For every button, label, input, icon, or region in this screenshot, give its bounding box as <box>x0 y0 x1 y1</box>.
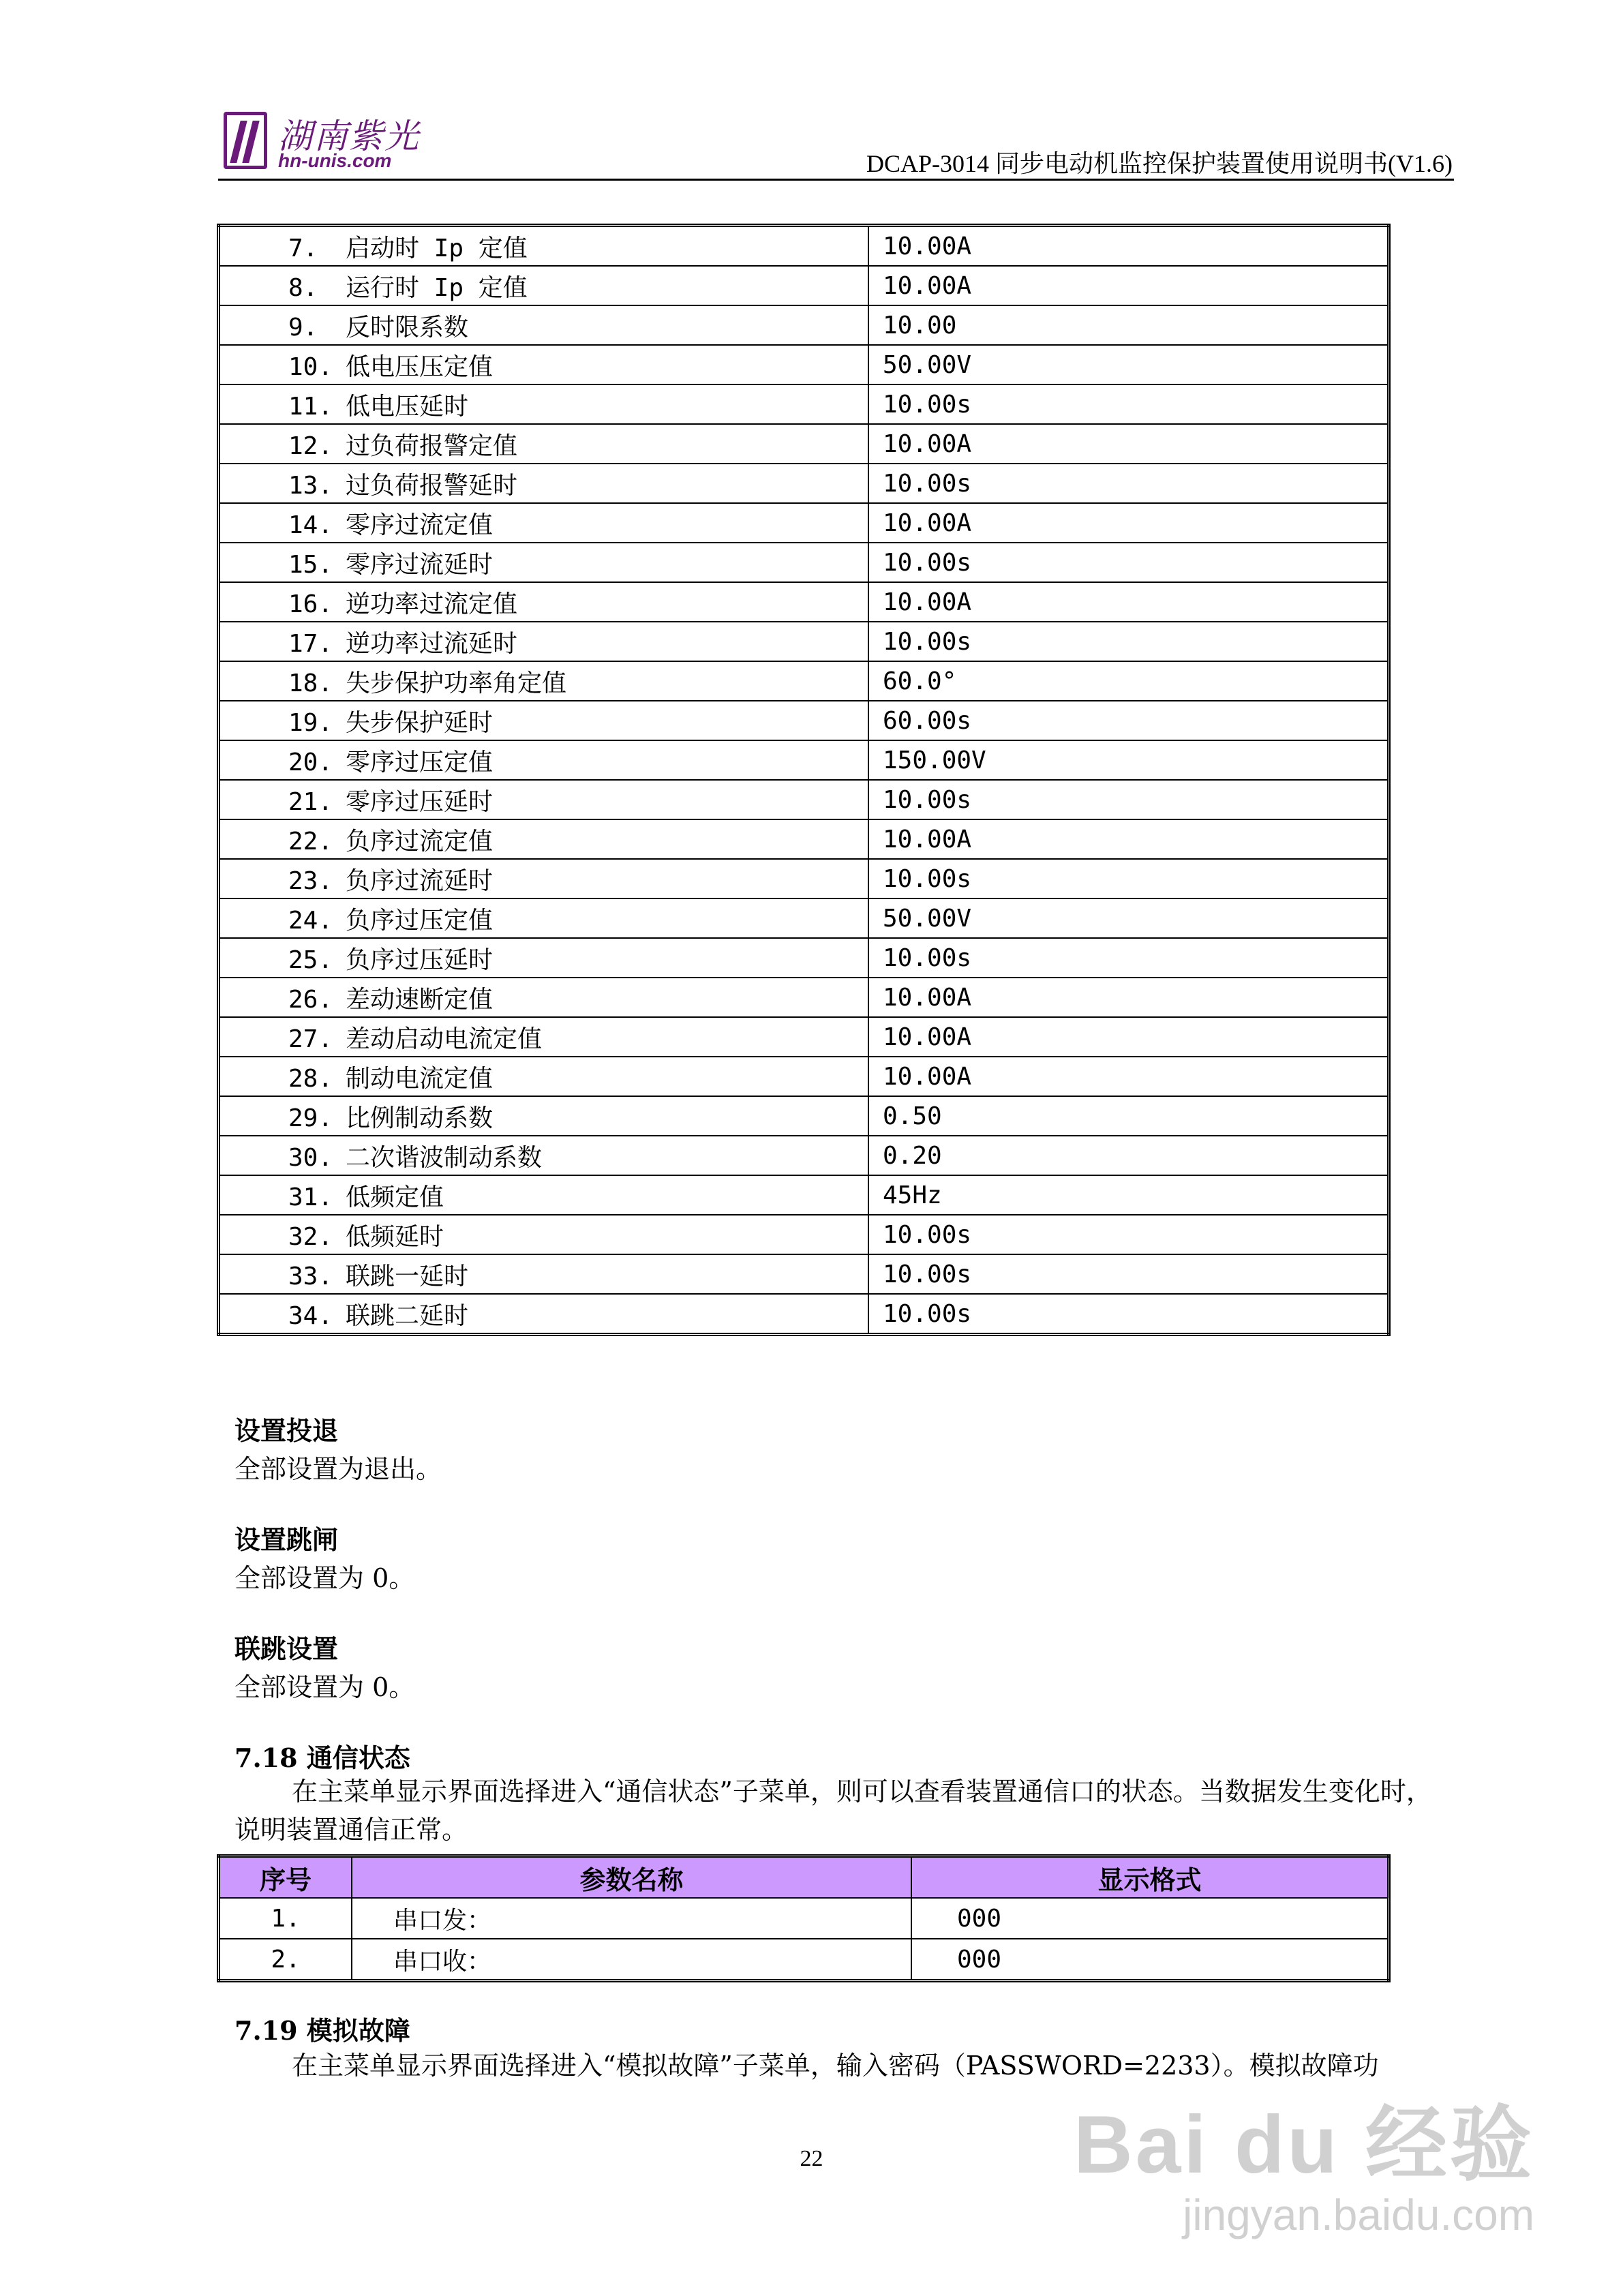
table-row <box>219 938 1389 978</box>
parameter-value: 150.00V <box>868 740 1389 780</box>
parameter-name-cell <box>219 740 869 780</box>
parameter-name-cell <box>219 661 869 701</box>
parameter-value: 10.00s <box>868 1294 1389 1335</box>
section-title-enable-disable: 设置投退 <box>234 1415 339 1446</box>
document-title: DCAP-3014 同步电动机监控保护装置使用说明书(V1.6) <box>866 150 1453 177</box>
parameter-name: 逆功率过流定值 <box>346 590 518 618</box>
parameter-name-cell <box>219 384 869 424</box>
parameter-number: 9. <box>288 313 318 342</box>
parameter-name: 比例制动系数 <box>346 1104 494 1132</box>
parameter-number: 24. <box>288 906 333 935</box>
parameter-name-cell <box>219 424 869 464</box>
parameter-table <box>217 224 1391 1336</box>
parameter-number: 34. <box>288 1301 333 1330</box>
table-row <box>219 345 1389 384</box>
parameter-value: 50.00V <box>868 345 1389 384</box>
page-number: 22 <box>800 2146 823 2171</box>
section-text-enable-disable: 全部设置为退出。 <box>234 1454 442 1484</box>
parameter-name-cell <box>219 1254 869 1294</box>
watermark-logo-text: Bai du 经验 <box>1073 2099 1534 2190</box>
row-name: 串口收： <box>352 1939 911 1981</box>
parameter-name-cell <box>219 622 869 661</box>
parameter-name: 启动时 Ip 定值 <box>346 234 528 262</box>
parameter-name-cell <box>219 305 869 345</box>
table-row <box>219 978 1389 1017</box>
parameter-name-cell <box>219 1136 869 1175</box>
parameter-name-cell <box>219 701 869 740</box>
parameter-number: 15. <box>288 550 333 579</box>
table-row <box>219 1136 1389 1175</box>
parameter-name: 负序过流延时 <box>346 866 494 895</box>
parameter-number: 14. <box>288 511 333 539</box>
parameter-number: 17. <box>288 629 333 658</box>
parameter-name: 逆功率过流延时 <box>346 629 518 658</box>
table-header-row <box>219 1856 1389 1899</box>
parameter-name: 制动电流定值 <box>346 1064 494 1093</box>
table-row <box>219 582 1389 622</box>
watermark <box>1074 2079 1534 2240</box>
table-row <box>219 384 1389 424</box>
table-row <box>219 1096 1389 1136</box>
parameter-name: 零序过压定值 <box>346 748 494 776</box>
parameter-name: 低电压压定值 <box>346 352 494 381</box>
parameter-name-cell <box>219 1017 869 1057</box>
parameter-value: 10.00s <box>868 859 1389 898</box>
table-row <box>219 1057 1389 1096</box>
row-name: 串口发： <box>352 1898 911 1939</box>
parameter-number: 19. <box>288 708 333 737</box>
parameter-name: 联跳二延时 <box>346 1301 469 1330</box>
parameter-number: 20. <box>288 748 333 776</box>
parameter-name-cell <box>219 780 869 819</box>
table-row <box>219 780 1389 819</box>
parameter-value: 10.00s <box>868 1215 1389 1254</box>
parameter-name-cell <box>219 819 869 859</box>
table-row <box>219 819 1389 859</box>
parameter-name: 负序过压延时 <box>346 946 494 974</box>
section-heading-7-18: 7.18 通信状态 <box>234 1742 410 1773</box>
parameter-number: 12. <box>288 432 333 460</box>
parameter-name: 差动速断定值 <box>346 985 494 1014</box>
parameter-value: 10.00A <box>868 978 1389 1017</box>
row-format: 000 <box>911 1939 1389 1981</box>
parameter-value: 0.20 <box>868 1136 1389 1175</box>
parameter-value: 60.00s <box>868 701 1389 740</box>
logo-website-text: hn-unis.com <box>278 150 392 171</box>
parameter-name-cell <box>219 503 869 543</box>
row-index: 2. <box>219 1939 352 1981</box>
table-row <box>219 1175 1389 1215</box>
parameter-name-cell <box>219 1096 869 1136</box>
parameter-value: 10.00s <box>868 384 1389 424</box>
section-title-intertrip: 联跳设置 <box>234 1633 339 1664</box>
logo-mark-icon <box>224 112 267 169</box>
parameter-number: 25. <box>288 946 333 974</box>
parameter-name: 差动启动电流定值 <box>346 1025 543 1053</box>
parameter-value: 10.00s <box>868 622 1389 661</box>
parameter-name: 过负荷报警定值 <box>346 432 518 460</box>
section-paragraph-7-19: 在主菜单显示界面选择进入“模拟故障”子菜单，输入密码（PASSWORD=2233）。模拟故障功 <box>292 2051 1379 2081</box>
parameter-name: 联跳一延时 <box>346 1262 469 1290</box>
parameter-number: 33. <box>288 1262 333 1290</box>
comm-status-table <box>217 1854 1391 1982</box>
parameter-name-cell <box>219 859 869 898</box>
parameter-value: 0.50 <box>868 1096 1389 1136</box>
parameter-name-cell <box>219 266 869 305</box>
parameter-name-cell <box>219 978 869 1017</box>
parameter-number: 8. <box>288 273 318 302</box>
table-row <box>219 226 1389 267</box>
parameter-name-cell <box>219 464 869 503</box>
parameter-number: 16. <box>288 590 333 618</box>
parameter-name-cell <box>219 1294 869 1335</box>
table-row <box>219 543 1389 582</box>
parameter-number: 22. <box>288 827 333 856</box>
table-row <box>219 1254 1389 1294</box>
parameter-value: 10.00A <box>868 266 1389 305</box>
parameter-value: 10.00A <box>868 226 1389 267</box>
parameter-value: 10.00A <box>868 503 1389 543</box>
parameter-number: 28. <box>288 1064 333 1093</box>
table-row <box>219 1898 1389 1939</box>
parameter-name: 负序过压定值 <box>346 906 494 935</box>
parameter-name: 过负荷报警延时 <box>346 471 518 500</box>
column-header-name: 参数名称 <box>352 1856 911 1899</box>
section-text-intertrip: 全部设置为 0。 <box>234 1672 415 1702</box>
column-header-index: 序号 <box>219 1856 352 1899</box>
parameter-value: 10.00A <box>868 1057 1389 1096</box>
parameter-number: 32. <box>288 1222 333 1251</box>
parameter-name: 失步保护功率角定值 <box>346 669 567 697</box>
parameter-name: 失步保护延时 <box>346 708 494 737</box>
parameter-value: 10.00A <box>868 582 1389 622</box>
parameter-number: 13. <box>288 471 333 500</box>
parameter-name: 零序过流定值 <box>346 511 494 539</box>
parameter-name-cell <box>219 582 869 622</box>
logo-chinese-text: 湖南紫光 <box>278 117 420 156</box>
parameter-value: 10.00A <box>868 424 1389 464</box>
parameter-value: 10.00s <box>868 1254 1389 1294</box>
parameter-value: 45Hz <box>868 1175 1389 1215</box>
parameter-value: 10.00A <box>868 819 1389 859</box>
table-row <box>219 1017 1389 1057</box>
parameter-number: 18. <box>288 669 333 697</box>
parameter-number: 11. <box>288 392 333 421</box>
parameter-value: 10.00s <box>868 780 1389 819</box>
section-heading-7-19: 7.19 模拟故障 <box>234 2015 410 2046</box>
parameter-value: 10.00A <box>868 1017 1389 1057</box>
parameter-value: 50.00V <box>868 898 1389 938</box>
parameter-number: 23. <box>288 866 333 895</box>
parameter-name-cell <box>219 1057 869 1096</box>
parameter-name: 零序过流延时 <box>346 550 494 579</box>
parameter-value: 10.00 <box>868 305 1389 345</box>
parameter-name-cell <box>219 1175 869 1215</box>
table-row <box>219 266 1389 305</box>
header-divider <box>218 179 1454 181</box>
parameter-number: 21. <box>288 787 333 816</box>
company-logo <box>224 109 421 177</box>
table-row <box>219 424 1389 464</box>
parameter-name: 低频延时 <box>346 1222 444 1251</box>
parameter-name: 运行时 Ip 定值 <box>346 273 528 302</box>
table-row <box>219 622 1389 661</box>
parameter-name: 低电压延时 <box>346 392 469 421</box>
parameter-number: 27. <box>288 1025 333 1053</box>
parameter-number: 29. <box>288 1104 333 1132</box>
section-title-trip: 设置跳闸 <box>234 1524 339 1555</box>
row-format: 000 <box>911 1898 1389 1939</box>
parameter-value: 10.00s <box>868 464 1389 503</box>
parameter-number: 7. <box>288 234 318 262</box>
section-paragraph-7-18: 在主菜单显示界面选择进入“通信状态”子菜单，则可以查看装置通信口的状态。当数据发生变化时，说明装置通信正常。 <box>234 1777 1432 1845</box>
watermark-url: jingyan.baidu.com <box>1183 2190 1534 2239</box>
parameter-name-cell <box>219 938 869 978</box>
table-row <box>219 1294 1389 1335</box>
table-row <box>219 1215 1389 1254</box>
parameter-name-cell <box>219 1215 869 1254</box>
parameter-name: 低频定值 <box>346 1183 444 1211</box>
table-row <box>219 740 1389 780</box>
table-row <box>219 305 1389 345</box>
parameter-name-cell <box>219 898 869 938</box>
row-index: 1. <box>219 1898 352 1939</box>
parameter-name: 二次谐波制动系数 <box>346 1143 543 1172</box>
table-row <box>219 898 1389 938</box>
parameter-name-cell <box>219 226 869 267</box>
table-row <box>219 464 1389 503</box>
parameter-name-cell <box>219 345 869 384</box>
parameter-name: 零序过压延时 <box>346 787 494 816</box>
parameter-name: 反时限系数 <box>346 313 469 342</box>
table-row <box>219 503 1389 543</box>
table-row <box>219 701 1389 740</box>
table-row <box>219 1939 1389 1981</box>
column-header-format: 显示格式 <box>911 1856 1389 1899</box>
parameter-value: 10.00s <box>868 543 1389 582</box>
parameter-number: 10. <box>288 352 333 381</box>
table-row <box>219 859 1389 898</box>
parameter-value: 60.0° <box>868 661 1389 701</box>
section-text-trip: 全部设置为 0。 <box>234 1563 415 1593</box>
parameter-number: 26. <box>288 985 333 1014</box>
parameter-number: 30. <box>288 1143 333 1172</box>
table-row <box>219 661 1389 701</box>
parameter-number: 31. <box>288 1183 333 1211</box>
parameter-name: 负序过流定值 <box>346 827 494 856</box>
parameter-name-cell <box>219 543 869 582</box>
parameter-value: 10.00s <box>868 938 1389 978</box>
